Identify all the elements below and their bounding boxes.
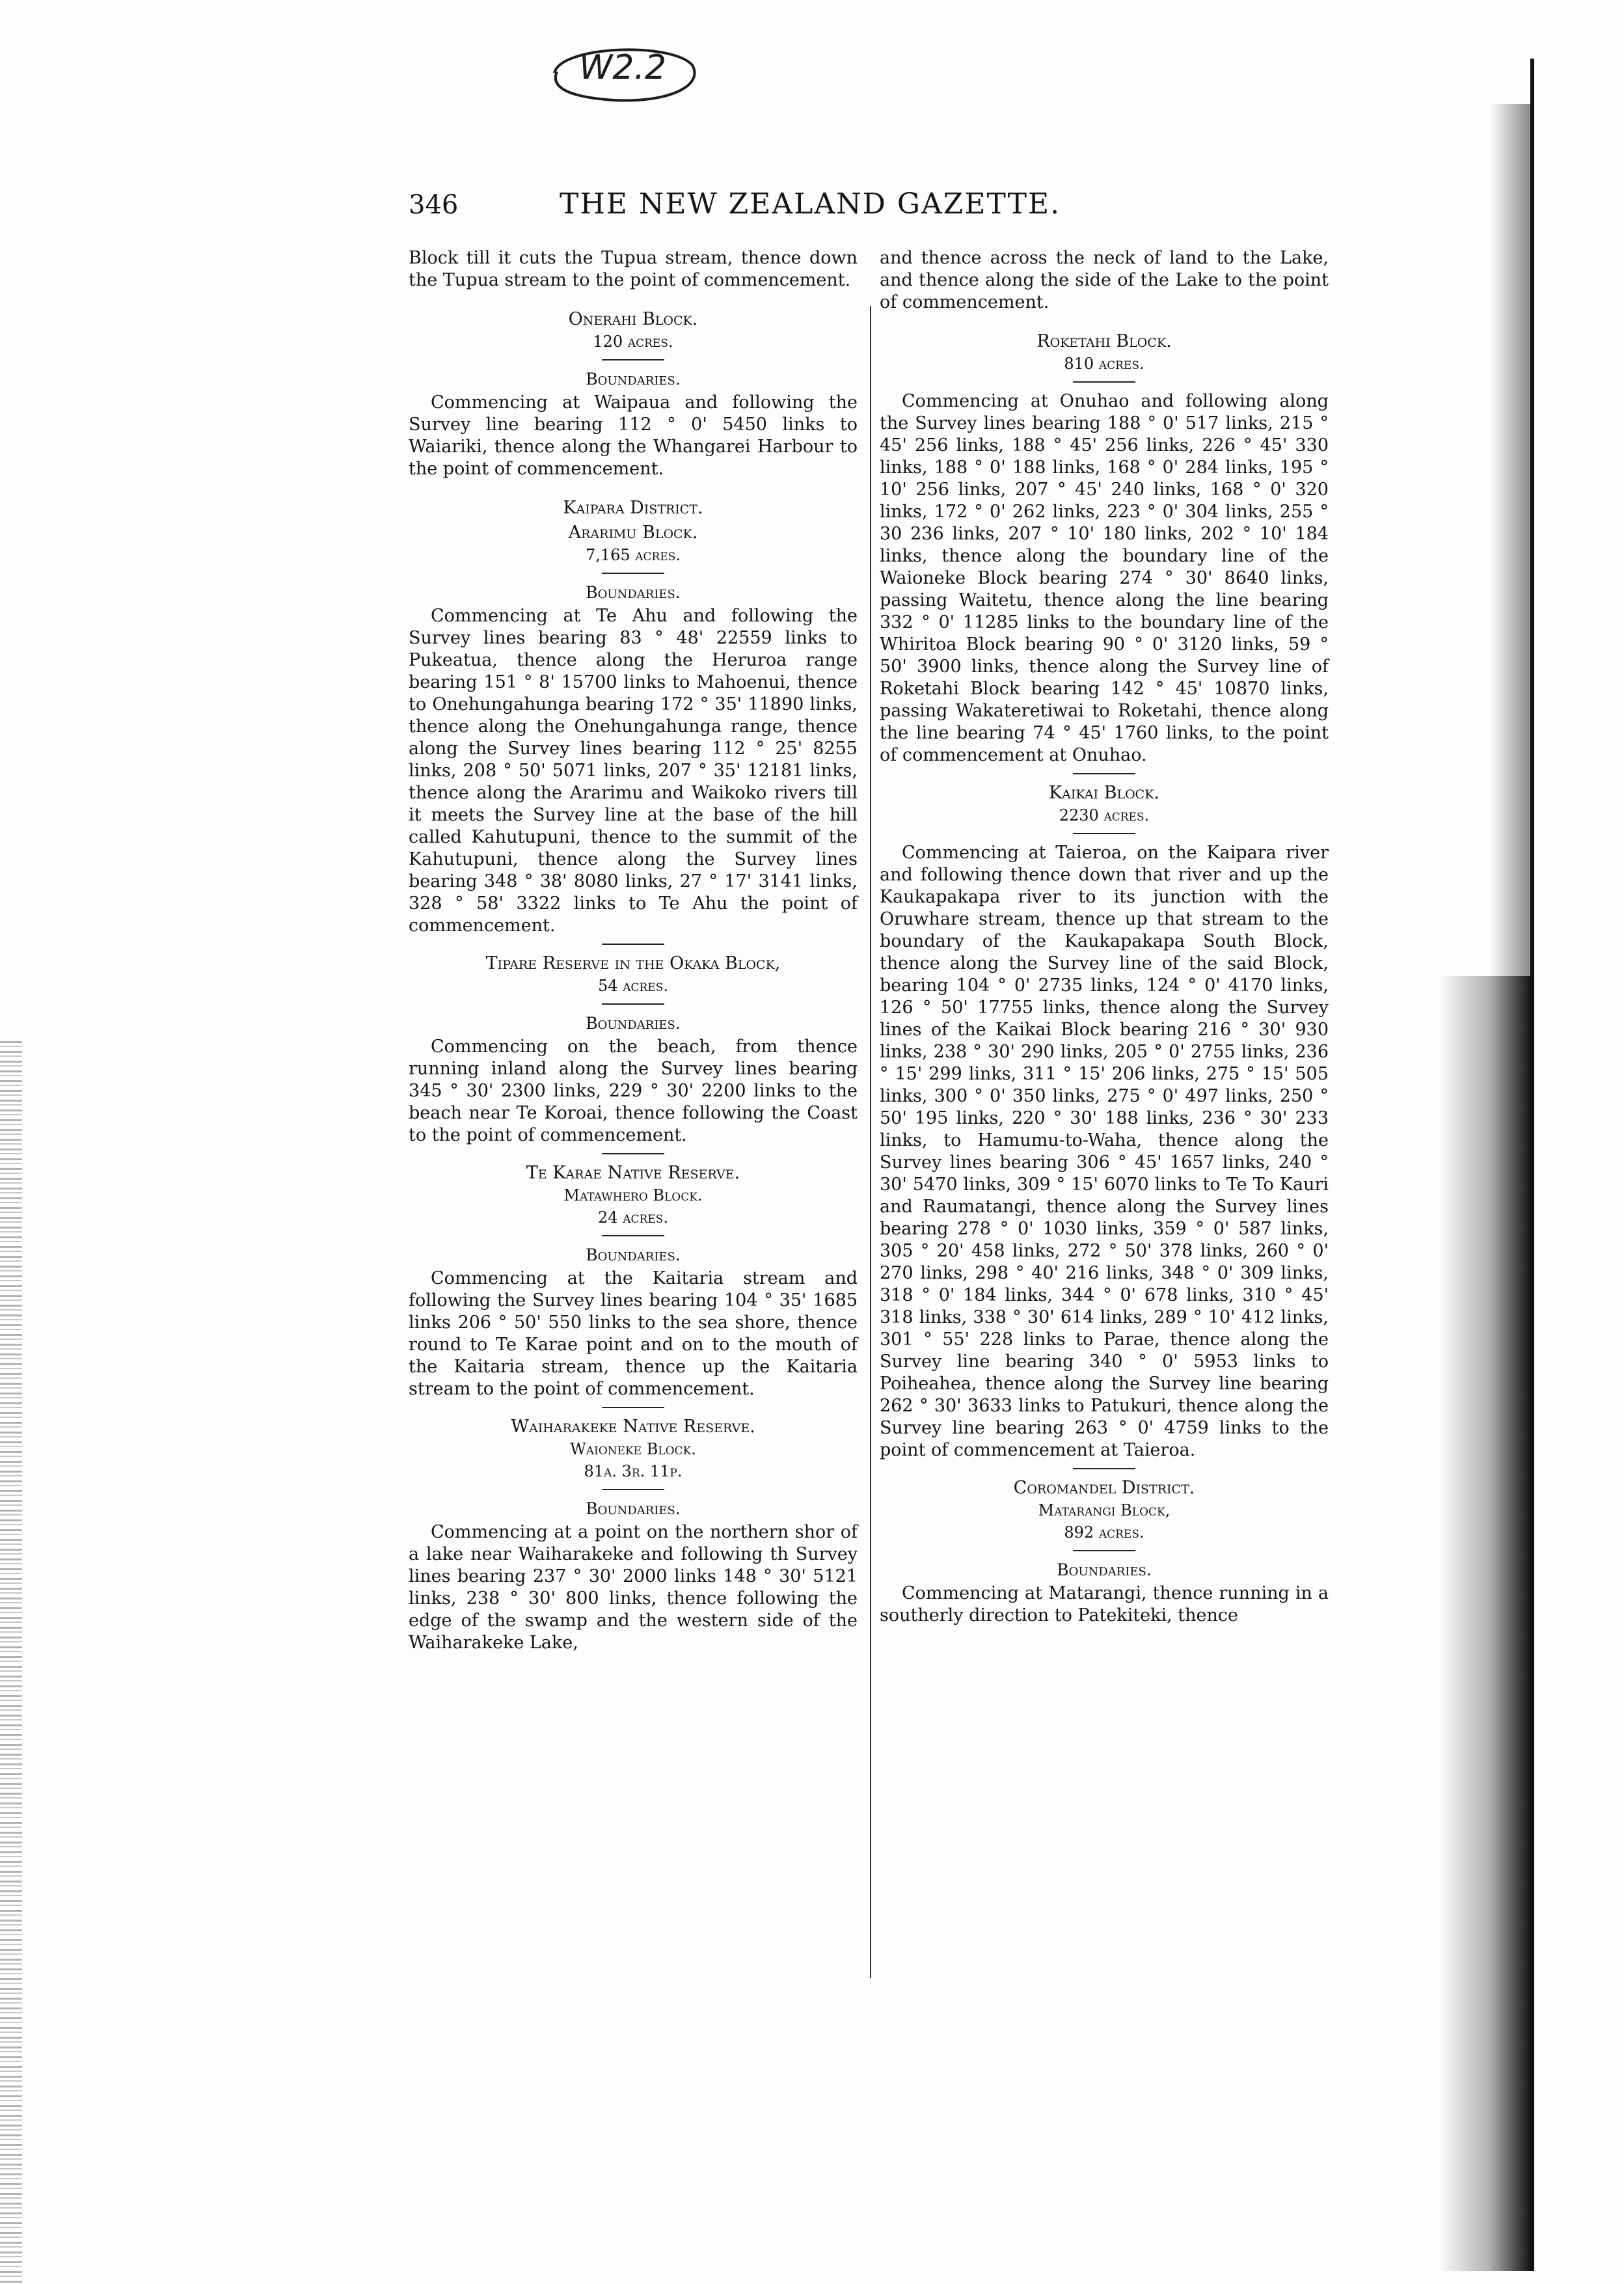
boundary-text: Commencing at a point on the northern shor of a lake near Waiharakeke and following th Survey lines bearing 237 ° 30' 2000 links 148 ° 30' 5121 links, 238 ° 30' 800 links, thence following the edge of the swamp and the western side of the Waiharakeke Lake,	[409, 1522, 858, 1653]
section-rule	[1073, 381, 1135, 383]
boundaries-label: Boundaries.	[586, 1245, 681, 1264]
boundaries-label: Boundaries.	[1057, 1560, 1152, 1579]
boundaries-label: Boundaries.	[586, 583, 681, 602]
scan-edge-right	[1530, 59, 1534, 2271]
section-rule	[602, 1235, 664, 1236]
district-heading: Kaipara District.	[563, 498, 703, 518]
section-rule	[602, 1489, 664, 1490]
section-rule	[602, 1153, 664, 1154]
boundary-text: Commencing at the Kaitaria stream and following the Survey lines bearing 104 ° 35' 1685 links 206 ° 50' 550 links to the sea shore, thence round to Te Karae point and on to the mouth of the Kaitaria stream, thence up the Kaitaria stream to the point of commencement.	[409, 1268, 858, 1399]
archive-stamp	[541, 33, 704, 111]
boundary-text: Commencing at Te Ahu and following the Survey lines bearing 83 ° 48' 22559 links to Pukeatua, thence along the Heruroa range bearing 151 ° 8' 15700 links to Mahoenui, thence to Onehungahunga bearing 172 ° 35' 11890 links, thence along the Onehungahunga range, thence along the Survey lines bearing 112 ° 25' 8255 links, 208 ° 50' 5071 links, 207 ° 35' 12181 links, thence along the Ararimu and Waikoko rivers till it meets the Survey line at the base of the hill called Kahutupuni, thence to the summit of the Kahutupuni, thence along the Survey lines bearing 348 ° 38' 8080 links, 27 ° 17' 3141 links, 328 ° 58' 3322 links to Te Ahu the point of commencement.	[409, 606, 858, 936]
boundary-text: Commencing at Onuhao and following along the Survey lines bearing 188 ° 0' 517 links, 215 ° 45' 256 links, 188 ° 45' 256 links, 226 ° 45' 330 links, 188 ° 0' 188 links, 168 ° 0' 284 links, 195 ° 10' 256 links, 207 ° 45' 240 links, 168 ° 0' 320 links, 172 ° 0' 262 links, 223 ° 0' 304 links, 255 ° 30 236 links, 207 ° 10' 180 links, 202 ° 10' 184 links, thence along the boundary line of the Waioneke Block bearing 274 ° 30' 8640 links, passing Waitetu, thence along the line bearing 332 ° 0' 11285 links to the boundary line of the Whiritoa Block bearing 90 ° 0' 3120 links, 59 ° 50' 3900 links, thence along the Survey line of Roketahi Block bearing 142 ° 45' 10870 links, passing Wakateretiwai to Roketahi, thence along the line bearing 74 ° 45' 1760 links, to the point of commencement at Onuhao.	[880, 391, 1329, 765]
section-area: 54 acres.	[598, 977, 668, 995]
section-heading: Ararimu Block.	[568, 523, 698, 543]
continued-text: and thence across the neck of land to the Lake, and thence along the side of the Lake to the point of commencement.	[880, 248, 1329, 312]
section-heading: Matarangi Block,	[1038, 1501, 1171, 1519]
section-area: 810 acres.	[1064, 355, 1144, 373]
stamp-text: W2.2	[578, 48, 667, 87]
section-rule	[602, 1407, 664, 1408]
boundary-text: Commencing on the beach, from thence running inland along the Survey lines bearing 345 ° 30' 2300 links, 229 ° 30' 2200 links to the beach near Te Koroai, thence following the Coast to the point of commencement.	[409, 1037, 858, 1145]
district-heading: Coromandel District.	[1013, 1478, 1195, 1498]
section-area: 24 acres.	[598, 1208, 668, 1227]
section-rule	[1073, 1468, 1135, 1469]
section-rule	[602, 1003, 664, 1005]
section-area: 81a. 3r. 11p.	[584, 1462, 683, 1480]
right-column	[880, 247, 1329, 1631]
section-heading: Onerahi Block.	[568, 309, 698, 329]
section-rule	[1073, 773, 1135, 774]
scan-edge-left	[0, 1041, 22, 2284]
section-heading: Te Karae Native Reserve.	[526, 1163, 740, 1183]
section-block: Waioneke Block.	[570, 1440, 696, 1458]
section-block: Matawhero Block.	[563, 1186, 703, 1204]
page-title: THE NEW ZEALAND GAZETTE.	[560, 187, 1061, 221]
section-area: 892 acres.	[1064, 1523, 1144, 1542]
boundaries-label: Boundaries.	[586, 1499, 681, 1518]
section-rule	[602, 573, 664, 574]
continued-text: Block till it cuts the Tupua stream, thence down the Tupua stream to the point of commencement.	[409, 248, 858, 290]
section-area: 7,165 acres.	[585, 546, 681, 564]
column-divider	[870, 306, 871, 1978]
scan-shadow-right	[1438, 976, 1530, 2271]
section-heading: Tipare Reserve in the Okaka Block,	[485, 953, 781, 973]
boundary-text: Commencing at Waipaua and following the Survey line bearing 112 ° 0' 5450 links to Waiariki, thence along the Whangarei Harbour to the point of commencement.	[409, 392, 858, 479]
boundary-text: Commencing at Taieroa, on the Kaipara river and following thence down that river and up the Kaukapakapa river to its junction with the Oruwhare stream, thence up that stream to the boundary of the Kaukapakapa South Block, thence along the Survey line of the said Block, bearing 104 ° 0' 2735 links, 124 ° 0' 4170 links, 126 ° 50' 17755 links, thence along the Survey lines of the Kaikai Block bearing 216 ° 30' 930 links, 238 ° 30' 290 links, 205 ° 0' 2755 links, 236 ° 15' 299 links, 311 ° 15' 206 links, 275 ° 15' 505 links, 300 ° 0' 350 links, 275 ° 0' 497 links, 250 ° 50' 195 links, 220 ° 30' 188 links, 236 ° 30' 233 links, to Hamumu-to-Waha, thence along the Survey lines bearing 306 ° 45' 1657 links, 240 ° 30' 5470 links, 309 ° 15' 6070 links to Te To Kauri and Raumatangi, thence along the Survey lines bearing 278 ° 0' 1030 links, 359 ° 0' 587 links, 305 ° 20' 458 links, 272 ° 50' 378 links, 260 ° 0' 270 links, 298 ° 40' 216 links, 348 ° 0' 309 links, 318 ° 0' 184 links, 344 ° 0' 678 links, 310 ° 45' 318 links, 338 ° 30' 614 links, 289 ° 10' 412 links, 301 ° 55' 228 links to Parae, thence along the Survey line bearing 340 ° 0' 5953 links to Poiheahea, thence along the Survey line bearing 262 ° 30' 3633 links to Patukuri, thence along the Survey line bearing 263 ° 0' 4759 links to the point of commencement at Taieroa.	[880, 843, 1329, 1460]
boundaries-label: Boundaries.	[586, 1014, 681, 1033]
left-column	[409, 247, 858, 1658]
section-area: 120 acres.	[593, 333, 673, 351]
section-rule	[1073, 1550, 1135, 1551]
boundaries-label: Boundaries.	[586, 370, 681, 388]
section-rule	[602, 944, 664, 945]
boundary-text: Commencing at Matarangi, thence running in a southerly direction to Patekiteki, thence	[880, 1583, 1329, 1625]
section-area: 2230 acres.	[1059, 806, 1150, 824]
section-rule	[602, 359, 664, 360]
scan-shadow-right-upper	[1490, 104, 1530, 976]
section-heading: Roketahi Block.	[1036, 331, 1172, 351]
section-rule	[1073, 833, 1135, 834]
section-heading: Kaikai Block.	[1049, 783, 1159, 803]
section-heading: Waiharakeke Native Reserve.	[511, 1417, 755, 1437]
page-number: 346	[409, 190, 459, 220]
